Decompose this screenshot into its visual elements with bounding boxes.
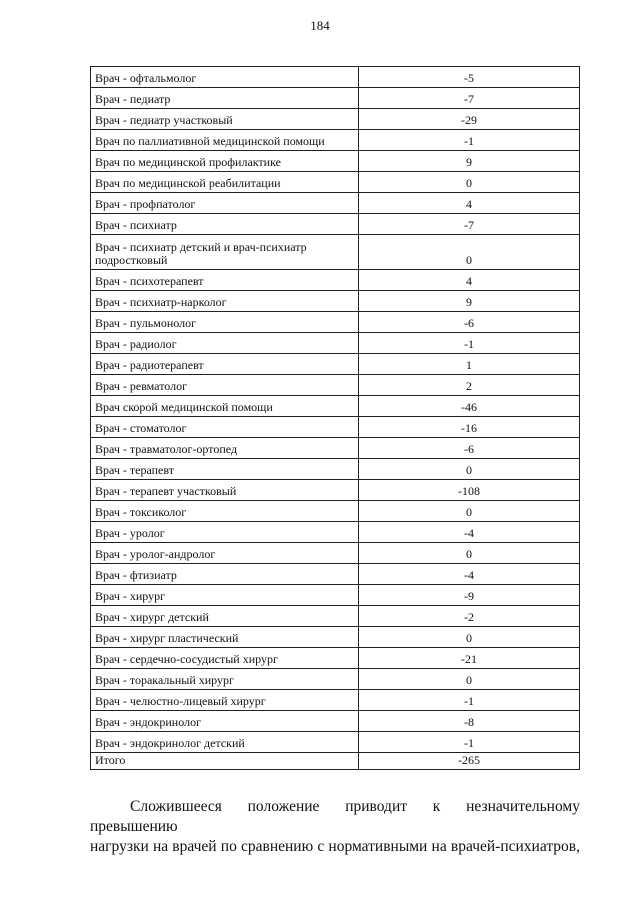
value-cell: -6: [359, 312, 580, 333]
value-cell: 2: [359, 375, 580, 396]
specialty-cell: Врач скорой медицинской помощи: [91, 396, 359, 417]
value-cell: -4: [359, 564, 580, 585]
value-cell: 4: [359, 270, 580, 291]
table-body: [91, 67, 580, 770]
specialty-cell: Врач - психиатр: [91, 214, 359, 235]
value-cell: -1: [359, 130, 580, 151]
value-cell: 9: [359, 291, 580, 312]
table-row: [91, 585, 580, 606]
table-row: [91, 130, 580, 151]
table-row: [91, 109, 580, 130]
value-cell: -4: [359, 522, 580, 543]
table-total-row: [91, 753, 580, 770]
paragraph-line-1: Сложившееся положение приводит к незначительному превышению: [90, 798, 580, 835]
value-cell: -5: [359, 67, 580, 88]
table-row: [91, 193, 580, 214]
table-row: [91, 711, 580, 732]
value-cell: -7: [359, 214, 580, 235]
table-row: [91, 522, 580, 543]
specialty-cell: Врач - психотерапевт: [91, 270, 359, 291]
specialty-cell: Врач - челюстно-лицевый хирург: [91, 690, 359, 711]
table-row: [91, 214, 580, 235]
table-row: [91, 333, 580, 354]
table-row: [91, 151, 580, 172]
value-cell: -9: [359, 585, 580, 606]
value-cell: 0: [359, 501, 580, 522]
table-row: [91, 312, 580, 333]
value-cell: 0: [359, 172, 580, 193]
table-row: [91, 172, 580, 193]
table-row: [91, 480, 580, 501]
value-cell: 0: [359, 235, 580, 270]
table-row: [91, 732, 580, 753]
specialty-cell: Врач - торакальный хирург: [91, 669, 359, 690]
value-cell: 9: [359, 151, 580, 172]
table-row: [91, 396, 580, 417]
specialty-cell: Врач - сердечно-сосудистый хирург: [91, 648, 359, 669]
value-cell: 0: [359, 669, 580, 690]
specialty-cell: Врач - психиатр детский и врач-психиатр подростковый: [91, 235, 359, 270]
table-row: [91, 235, 580, 270]
value-cell: 0: [359, 627, 580, 648]
table-row: [91, 354, 580, 375]
value-cell: -46: [359, 396, 580, 417]
table-row: [91, 291, 580, 312]
specialty-cell: Врач - пульмонолог: [91, 312, 359, 333]
specialty-cell: Врач - радиолог: [91, 333, 359, 354]
table-row: [91, 648, 580, 669]
value-cell: 0: [359, 543, 580, 564]
value-cell: -108: [359, 480, 580, 501]
value-cell: -8: [359, 711, 580, 732]
specialty-cell: Врач - травматолог-ортопед: [91, 438, 359, 459]
body-paragraph: [90, 797, 580, 857]
value-cell: -7: [359, 88, 580, 109]
specialty-cell: Врач - педиатр: [91, 88, 359, 109]
specialty-cell: Врач - уролог: [91, 522, 359, 543]
specialty-cell: Врач - ревматолог: [91, 375, 359, 396]
specialty-cell: Итого: [91, 753, 359, 770]
value-cell: -6: [359, 438, 580, 459]
specialty-cell: Врач - терапевт участковый: [91, 480, 359, 501]
specialty-cell: Врач - педиатр участковый: [91, 109, 359, 130]
specialty-cell: Врач - терапевт: [91, 459, 359, 480]
page-number: 184: [310, 18, 330, 33]
specialty-cell: Врач - фтизиатр: [91, 564, 359, 585]
paragraph-line-2: нагрузки на врачей по сравнению с нормативными на врачей-психиатров,: [90, 838, 580, 855]
specialty-cell: Врач - уролог-андролог: [91, 543, 359, 564]
specialty-cell: Врач по паллиативной медицинской помощи: [91, 130, 359, 151]
table-row: [91, 375, 580, 396]
value-cell: 0: [359, 459, 580, 480]
specialty-cell: Врач - эндокринолог детский: [91, 732, 359, 753]
specialty-cell: Врач - токсиколог: [91, 501, 359, 522]
table-row: [91, 501, 580, 522]
table-row: [91, 88, 580, 109]
specialty-cell: Врач - хирург: [91, 585, 359, 606]
table-row: [91, 417, 580, 438]
specialty-cell: Врач - хирург пластический: [91, 627, 359, 648]
specialty-cell: Врач - офтальмолог: [91, 67, 359, 88]
table-row: [91, 438, 580, 459]
value-cell: 4: [359, 193, 580, 214]
doctor-balance-table: [90, 66, 580, 770]
value-cell: -2: [359, 606, 580, 627]
value-cell: -21: [359, 648, 580, 669]
table-row: [91, 543, 580, 564]
specialty-cell: Врач - хирург детский: [91, 606, 359, 627]
specialty-cell: Врач - радиотерапевт: [91, 354, 359, 375]
value-cell: -1: [359, 333, 580, 354]
table-row: [91, 669, 580, 690]
table-row: [91, 690, 580, 711]
table-row: [91, 459, 580, 480]
table-row: [91, 564, 580, 585]
table-row: [91, 67, 580, 88]
specialty-cell: Врач - психиатр-нарколог: [91, 291, 359, 312]
table-row: [91, 270, 580, 291]
specialty-cell: Врач по медицинской профилактике: [91, 151, 359, 172]
value-cell: -16: [359, 417, 580, 438]
table-row: [91, 627, 580, 648]
value-cell: -1: [359, 732, 580, 753]
value-cell: -1: [359, 690, 580, 711]
value-cell: -265: [359, 753, 580, 770]
value-cell: 1: [359, 354, 580, 375]
specialty-cell: Врач - эндокринолог: [91, 711, 359, 732]
specialty-cell: Врач по медицинской реабилитации: [91, 172, 359, 193]
specialty-cell: Врач - профпатолог: [91, 193, 359, 214]
value-cell: -29: [359, 109, 580, 130]
specialty-cell: Врач - стоматолог: [91, 417, 359, 438]
table-row: [91, 606, 580, 627]
